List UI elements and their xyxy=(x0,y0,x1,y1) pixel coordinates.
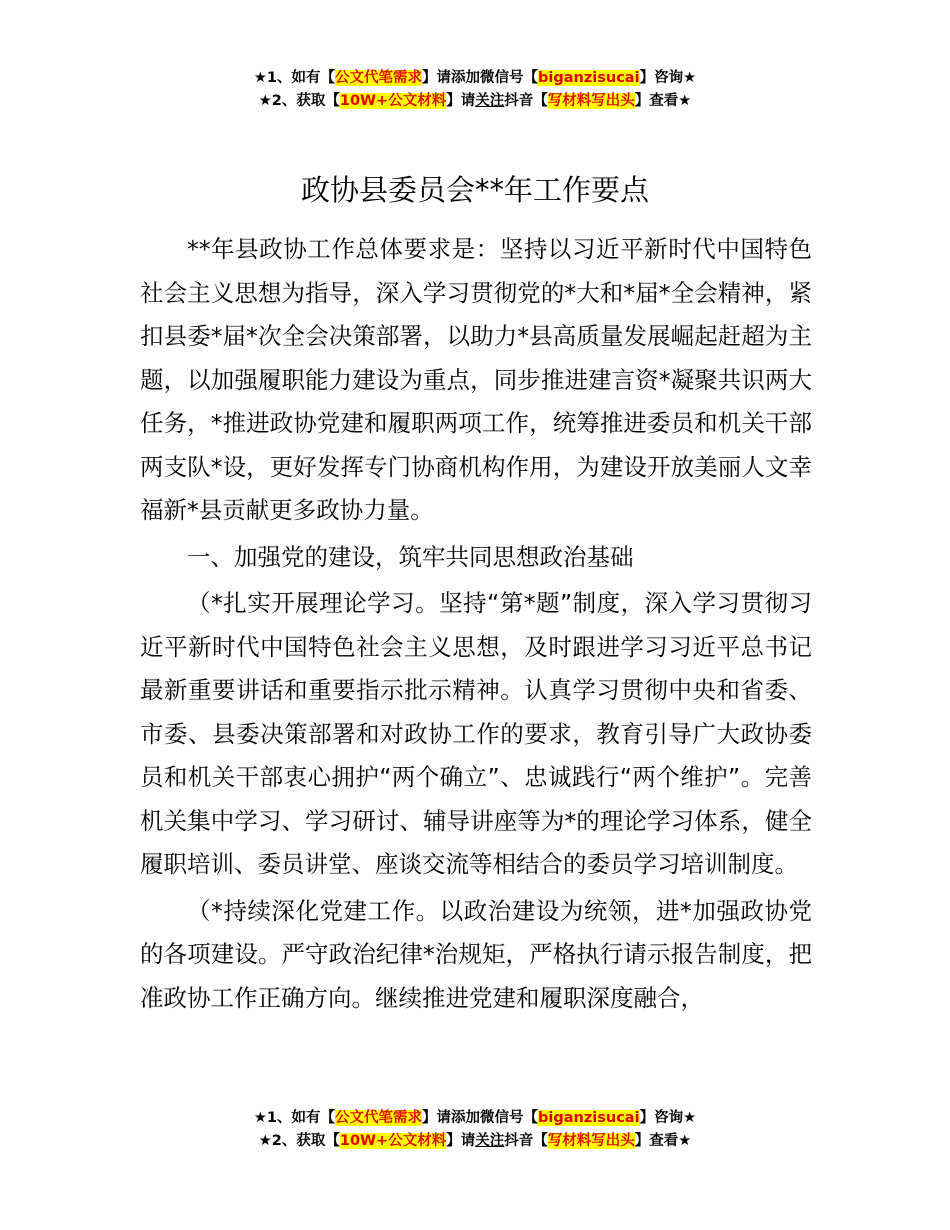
promo-text: ★1、如有【 xyxy=(253,70,336,86)
promo-line-1 xyxy=(0,67,950,90)
promo-text: 】咨询★ xyxy=(639,70,697,86)
promo-text: 】请添加微信号【 xyxy=(422,1110,539,1126)
body-paragraph: （*扎实开展理论学习。坚持“第*题”制度，深入学习贯彻习近平新时代中国特色社会主义思想，及时跟进学习习近平总书记最新重要讲话和重要指示批示精神。认真学习贯彻中央和省委、市委、县委决策部署和对政协工作的要求，教育引导广大政协委员和机关干部衷心拥护“两个确立”、忠诚践行“两个维护”。完善机关集中学习、学习研讨、辅导讲座等为*的理论学习体系，健全履职培训、委员讲堂、座谈交流等相结合的委员学习培训制度。 xyxy=(140,589,812,878)
promo-highlight: 公文代笔需求 xyxy=(335,1110,423,1126)
promo-line-2 xyxy=(0,1130,950,1153)
promo-highlight: 写材料写出头 xyxy=(547,93,635,109)
promo-text: 】咨询★ xyxy=(639,1110,697,1126)
body-paragraph: （*持续深化党建工作。以政治建设为统领，进*加强政协党的各项建设。严守政治纪律*治规矩，严格执行请示报告制度，把准政协工作正确方向。继续推进党建和履职深度融合， xyxy=(140,896,812,1012)
promo-highlight: biganzisucai xyxy=(538,1110,640,1126)
body-paragraph: **年县政协工作总体要求是：坚持以习近平新时代中国特色社会主义思想为指导，深入学习贯彻党的*大和*届*全会精神，紧扣县委*届*次全会决策部署，以助力*县高质量发展崛起赶超为主题，以加强履职能力建设为重点，同步推进建言资*凝聚共识两大任务，*推进政协党建和履职两项工作，统筹推进委员和机关干部两支队*设，更好发挥专门协商机构作用，为建设开放美丽人文幸福新*县贡献更多政协力量。 xyxy=(140,235,812,524)
header-promo-banner xyxy=(0,67,950,113)
promo-highlight: 公文代笔需求 xyxy=(335,70,423,86)
section-heading: 一、加强党的建设，筑牢共同思想政治基础 xyxy=(187,542,634,571)
promo-text: ★2、获取【 xyxy=(258,93,340,109)
promo-underline: 关注 xyxy=(475,1133,505,1149)
document-body xyxy=(140,228,812,1020)
document-title: 政协县委员会**年工作要点 xyxy=(300,173,649,207)
promo-text: 】查看★ xyxy=(634,1133,692,1149)
promo-line-2 xyxy=(0,90,950,113)
promo-highlight: 10W+公文材料 xyxy=(339,1133,447,1149)
promo-highlight: biganzisucai xyxy=(538,70,640,86)
promo-text: 】请添加微信号【 xyxy=(422,70,539,86)
promo-highlight: 写材料写出头 xyxy=(547,1133,635,1149)
promo-text: ★1、如有【 xyxy=(253,1110,336,1126)
promo-line-1 xyxy=(0,1107,950,1130)
promo-highlight: 10W+公文材料 xyxy=(339,93,447,109)
promo-text: 抖音【 xyxy=(504,93,548,109)
footer-promo-banner xyxy=(0,1107,950,1153)
promo-text: 抖音【 xyxy=(504,1133,548,1149)
promo-underline: 关注 xyxy=(475,93,505,109)
promo-text: ★2、获取【 xyxy=(258,1133,340,1149)
promo-text: 】查看★ xyxy=(634,93,692,109)
promo-text: 】请 xyxy=(446,93,476,109)
promo-text: 】请 xyxy=(446,1133,476,1149)
